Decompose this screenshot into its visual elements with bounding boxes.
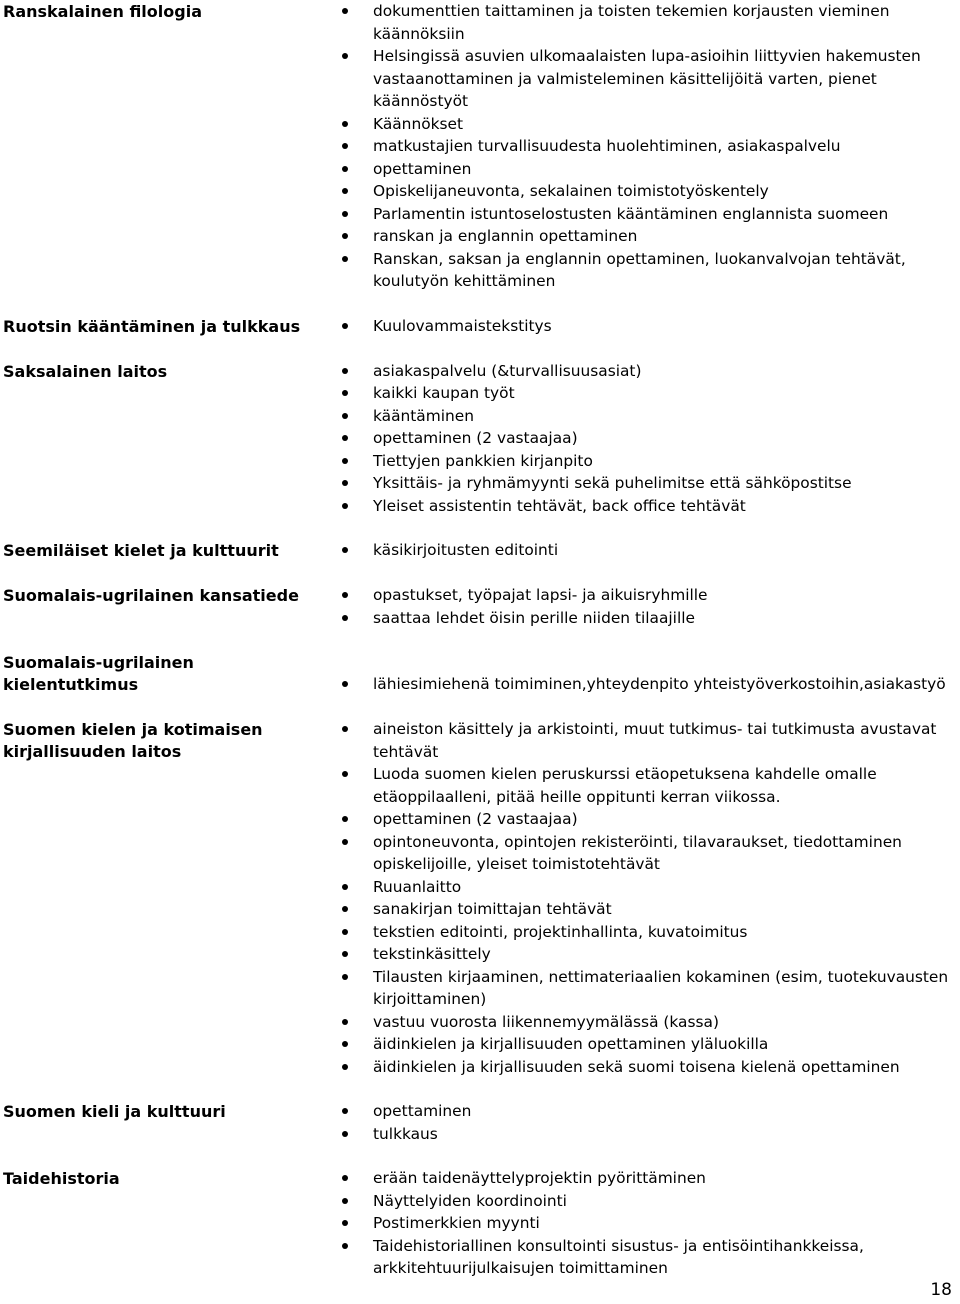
task-list — [333, 1100, 960, 1145]
department-name: Suomalais-ugrilainen kansatiede — [3, 586, 299, 605]
task-item: käsikirjoitusten editointi — [333, 539, 960, 562]
task-item: vastuu vuorosta liikennemyymälässä (kassa) — [333, 1011, 960, 1034]
task-item: Yleiset assistentin tehtävät, back office tehtävät — [333, 495, 960, 518]
page-number: 18 — [930, 1280, 952, 1300]
task-item: opettaminen — [333, 158, 960, 181]
department-name: Seemiläiset kielet ja kulttuurit — [3, 541, 279, 560]
task-list — [333, 651, 960, 696]
department-section — [3, 1100, 960, 1145]
task-item: kaikki kaupan työt — [333, 382, 960, 405]
task-item: erään taidenäyttelyprojektin pyörittäminen — [333, 1167, 960, 1190]
task-item: kääntäminen — [333, 405, 960, 428]
task-item: sanakirjan toimittajan tehtävät — [333, 898, 960, 921]
department-section — [3, 651, 960, 696]
task-list — [333, 584, 960, 629]
task-item: Tilausten kirjaaminen, nettimateriaalien kokaminen (esim, tuotekuvausten kirjoittaminen) — [333, 966, 960, 1011]
department-name: Saksalainen laitos — [3, 361, 168, 381]
department-name: Suomen kielen ja kotimaisen kirjallisuuden laitos — [3, 720, 263, 761]
department-name: Suomalais-ugrilainen kielentutkimus — [3, 653, 194, 694]
department-section — [3, 360, 960, 518]
task-item: Ruuanlaitto — [333, 876, 960, 899]
task-item: opastukset, työpajat lapsi- ja aikuisryhmille — [333, 584, 960, 607]
department-section — [3, 539, 960, 562]
task-item: matkustajien turvallisuudesta huolehtiminen, asiakaspalvelu — [333, 135, 960, 158]
department-section — [3, 1167, 960, 1280]
task-list — [333, 360, 960, 518]
department-section — [3, 315, 960, 338]
task-item: Helsingissä asuvien ulkomaalaisten lupa-asioihin liittyvien hakemusten vastaanottaminen ja valmisteleminen käsittelijöitä varten, pienet käännöstyöt — [333, 45, 960, 113]
task-item: Yksittäis- ja ryhmämyynti sekä puhelimitse että sähköpostitse — [333, 472, 960, 495]
department-section — [3, 0, 960, 293]
task-item: tulkkaus — [333, 1123, 960, 1146]
task-item: dokumenttien taittaminen ja toisten tekemien korjausten vieminen käännöksiin — [333, 0, 960, 45]
task-item: opettaminen (2 vastaajaa) — [333, 808, 960, 831]
task-item: saattaa lehdet öisin perille niiden tilaajille — [333, 607, 960, 630]
task-item: Näyttelyiden koordinointi — [333, 1190, 960, 1213]
task-list — [333, 539, 960, 562]
task-item: lähiesimiehenä toimiminen,yhteydenpito yhteistyöverkostoihin,asiakastyö — [333, 673, 960, 696]
department-section — [3, 718, 960, 1078]
task-list — [333, 0, 960, 293]
task-item: ranskan ja englannin opettaminen — [333, 225, 960, 248]
task-item: Käännökset — [333, 113, 960, 136]
department-name: Ranskalainen filologia — [3, 2, 202, 21]
task-list — [333, 1167, 960, 1280]
task-item: Parlamentin istuntoselostusten kääntäminen englannista suomeen — [333, 203, 960, 226]
department-name: Ruotsin kääntäminen ja tulkkaus — [3, 316, 301, 336]
task-item: äidinkielen ja kirjallisuuden opettaminen yläluokilla — [333, 1033, 960, 1056]
department-section — [3, 584, 960, 629]
department-task-list — [3, 0, 960, 1280]
task-item: asiakaspalvelu (&turvallisuusasiat) — [333, 360, 960, 383]
task-item: Tiettyjen pankkien kirjanpito — [333, 450, 960, 473]
task-list — [333, 315, 960, 338]
task-item: tekstien editointi, projektinhallinta, kuvatoimitus — [333, 921, 960, 944]
task-item: Ranskan, saksan ja englannin opettaminen, luokanvalvojan tehtävät, koulutyön kehittäminen — [333, 248, 960, 293]
task-item: opettaminen — [333, 1100, 960, 1123]
task-item: aineiston käsittely ja arkistointi, muut tutkimus- tai tutkimusta avustavat tehtävät — [333, 718, 960, 763]
task-item: Postimerkkien myynti — [333, 1212, 960, 1235]
task-item: äidinkielen ja kirjallisuuden sekä suomi toisena kielenä opettaminen — [333, 1056, 960, 1079]
task-item: opintoneuvonta, opintojen rekisteröinti, tilavaraukset, tiedottaminen opiskelijoille, yleiset toimistotehtävät — [333, 831, 960, 876]
department-name: Suomen kieli ja kulttuuri — [3, 1102, 226, 1121]
task-item: Luoda suomen kielen peruskurssi etäopetuksena kahdelle omalle etäoppilaalleni, pitää heille oppitunti kerran viikossa. — [333, 763, 960, 808]
task-item: opettaminen (2 vastaajaa) — [333, 427, 960, 450]
task-item: tekstinkäsittely — [333, 943, 960, 966]
task-item: Kuulovammaistekstitys — [333, 315, 960, 338]
task-item: Taidehistoriallinen konsultointi sisustus- ja entisöintihankkeissa, arkkitehtuurijulkaisujen toimittaminen — [333, 1235, 960, 1280]
department-name: Taidehistoria — [3, 1169, 120, 1188]
task-item: Opiskelijaneuvonta, sekalainen toimistotyöskentely — [333, 180, 960, 203]
task-list — [333, 718, 960, 1078]
